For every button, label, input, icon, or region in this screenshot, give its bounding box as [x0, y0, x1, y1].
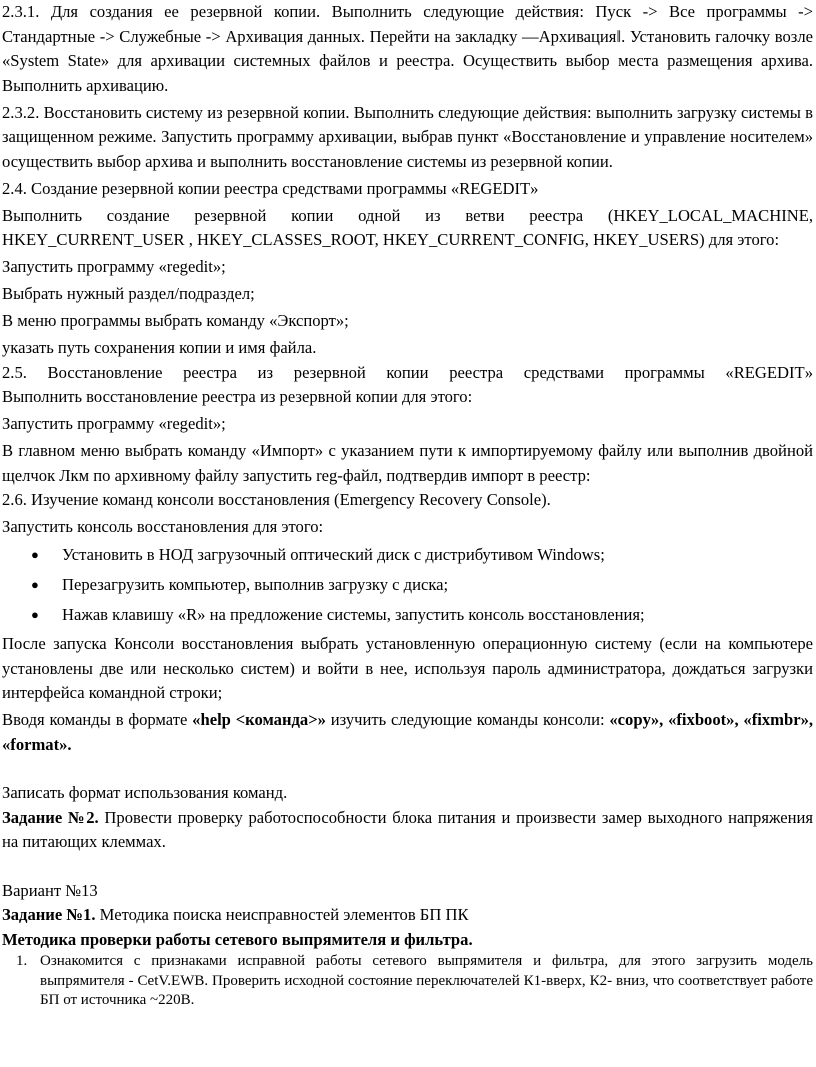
list-item-text: Нажав клавишу «R» на предложение системы, запустить консоль восстановления; [62, 604, 645, 624]
list-item [2, 952, 813, 1011]
task-1-label: Задание №1. [2, 905, 96, 924]
method-heading [2, 928, 813, 953]
commands-middle: изучить следующие команды консоли: [325, 710, 610, 729]
list-item [2, 540, 813, 570]
method-heading-text: Методика проверки работы сетевого выпрямителя и фильтра. [2, 929, 473, 949]
numbered-list [2, 952, 813, 1011]
list-item-text: Ознакомится с признаками исправной работы сетевого выпрямителя и фильтра, для этого загрузить модель выпрямителя - CetV.EWB. Проверить исходной состояние переключателей К1-вверх, К2- вниз, что соответствует работе БП от источника ~220В. [40, 953, 813, 1008]
bullet-icon: ● [31, 606, 39, 622]
task-1-text: Методика поиска неисправностей элементов БП ПК [95, 905, 469, 924]
step-2-4-2: Выбрать нужный раздел/подраздел; [2, 284, 255, 303]
step-2-4-1: Запустить программу «regedit»; [2, 257, 226, 276]
bullet-list [2, 540, 813, 630]
list-item-text: Перезагрузить компьютер, выполнив загрузку с диска; [62, 574, 449, 594]
task-2 [2, 806, 813, 855]
paragraph-record: Записать формат использования команд. [2, 783, 288, 802]
commands-intro: Вводя команды в формате [2, 710, 193, 729]
step-2-5-1: Запустить программу «regedit»; [2, 414, 226, 433]
heading-2-4: 2.4. Создание резервной копии реестра средствами программы «REGEDIT» [2, 178, 539, 198]
paragraph-2-3-2: 2.3.2. Восстановить систему из резервной копии. Выполнить следующие действия: выполнить загрузку системы в защищенном режиме. Запустить программу архивации, выбрав пункт «Восстановление и управление носителем» осуществить выбор архива и выполнить восстановление системы из резервной копии. [2, 102, 813, 171]
paragraph-after-launch: После запуска Консоли восстановления выбрать установленную операционную систему (если на компьютере установлены две или несколько систем) и войти в нее, используя пароль администратора, дождаться загрузки интерфейса командной строки; [2, 634, 813, 702]
list-item [2, 600, 813, 630]
commands-format: «help <команда>» [192, 710, 326, 729]
paragraph-commands [2, 708, 813, 757]
list-item-text: Установить в НОД загрузочный оптический диск с дистрибутивом Windows; [62, 544, 605, 564]
task-2-text: Провести проверку работоспособности блока питания и произвести замер выходного напряжения на питающих клеммах. [2, 807, 813, 851]
bullet-icon: ● [31, 576, 39, 592]
bullet-icon: ● [31, 546, 39, 562]
task-2-label: Задание №2. [2, 807, 99, 827]
commands-list: «copy», «fixboot», «fixmbr», «format». [2, 710, 814, 754]
paragraph-2-4: Выполнить создание резервной копии одной из ветви реестра (HKEY_LOCAL_MACHINE, HKEY_CURRENT_USER , HKEY_CLASSES_ROOT, HKEY_CURRENT_CONFIG, HKEY_USERS) для этого: [2, 205, 813, 249]
paragraph-2-3-1: 2.3.1. Для создания ее резервной копии. Выполнить следующие действия: Пуск -> Все программы -> Стандартные -> Служебные -> Архивация данных. Перейти на закладку ―Архивация‖. Установить галочку возле «System State» для архивации системных файлов и реестра. Осуществить выбор места размещения архива. Выполнить архивацию. [2, 2, 813, 95]
paragraph-2-6: Запустить консоль восстановления для этого: [2, 517, 324, 536]
step-2-4-4: указать путь сохранения копии и имя файла. [2, 338, 317, 357]
heading-2-6: 2.6. Изучение команд консоли восстановления (Emergency Recovery Console). [2, 490, 551, 509]
heading-2-5: 2.5. Восстановление реестра из резервной копии реестра средствами программы «REGEDIT» [2, 362, 813, 382]
list-item [2, 570, 813, 600]
paragraph-2-5: Выполнить восстановление реестра из резервной копии для этого: [2, 387, 473, 406]
task-1 [2, 903, 813, 928]
step-2-4-3: В меню программы выбрать команду «Экспорт»; [2, 311, 349, 330]
list-item-number: 1. [16, 953, 28, 969]
variant-title: Вариант №13 [2, 880, 98, 900]
step-2-5-2: В главном меню выбрать команду «Импорт» с указанием пути к импортируемому файлу или выполнив двойной щелчок Лкм по архивному файлу запустить reg-файл, подтвердив импорт в реестр: [2, 441, 813, 485]
